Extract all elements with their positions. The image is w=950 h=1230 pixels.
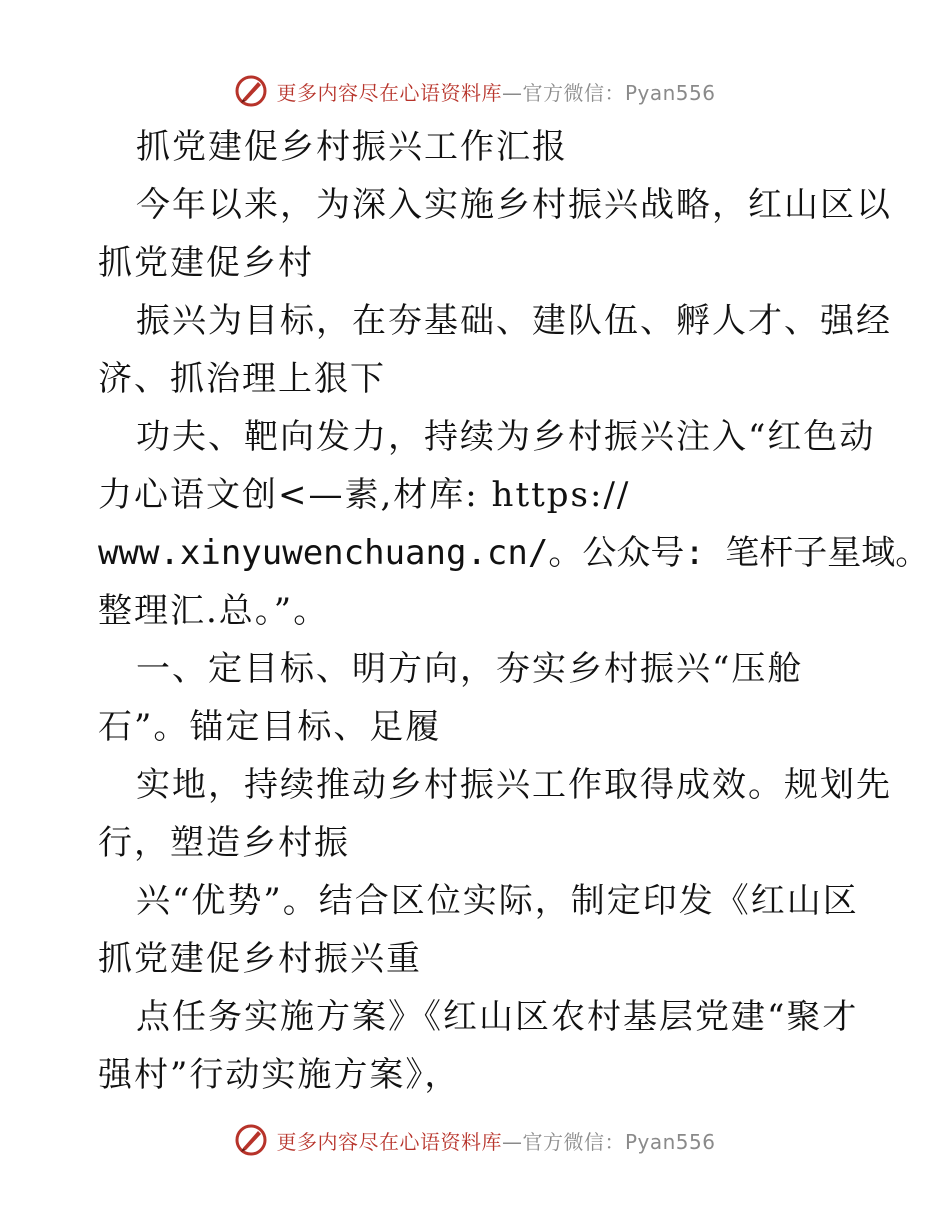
quill-pen-logo-icon — [234, 74, 268, 108]
doc-line: 点任务实施方案》《红山区农村基层党建“聚才 — [136, 997, 859, 1037]
doc-line: 济、抓治理上狠下 — [98, 359, 386, 399]
doc-line: 行，塑造乡村振 — [98, 823, 350, 863]
doc-line: 抓党建促乡村振兴工作汇报 — [136, 127, 568, 167]
watermark-text — [276, 77, 715, 106]
doc-line-url: www.xinyuwenchuang.cn/。公众号: 笔杆子星域。 — [98, 533, 930, 573]
document-body — [98, 118, 930, 1104]
doc-line: 兴“优势”。结合区位实际，制定印发《红山区 — [136, 881, 859, 921]
watermark-text — [276, 1126, 715, 1155]
doc-line: 实地，持续推动乡村振兴工作取得成效。规划先 — [136, 765, 892, 805]
doc-line: 石”。锚定目标、足履 — [98, 707, 442, 747]
doc-line: 今年以来，为深入实施乡村振兴战略，红山区以 — [136, 185, 892, 225]
watermark-footer — [0, 1120, 950, 1160]
watermark-header — [0, 71, 950, 111]
watermark-text-red: 更多内容尽在心语资料库 — [276, 1129, 502, 1154]
watermark-text-red: 更多内容尽在心语资料库 — [276, 80, 502, 105]
doc-line: 抓党建促乡村振兴重 — [98, 939, 422, 979]
doc-line: 一、定目标、明方向，夯实乡村振兴“压舱 — [136, 649, 804, 689]
doc-line: 整理汇.总。”。 — [98, 591, 330, 631]
doc-line: 强村”行动实施方案》， — [98, 1055, 461, 1095]
doc-line: 功夫、靶向发力，持续为乡村振兴注入“红色动 — [136, 417, 876, 457]
quill-pen-logo-icon — [234, 1123, 268, 1157]
watermark-text-gray: —官方微信：Pyan556 — [501, 80, 716, 105]
doc-line: 振兴为目标，在夯基础、建队伍、孵人才、强经 — [136, 301, 892, 341]
watermark-text-gray: —官方微信：Pyan556 — [501, 1129, 716, 1154]
doc-line: 力心语文创<—素,材库: https:// — [98, 475, 631, 515]
doc-line: 抓党建促乡村 — [98, 243, 314, 283]
